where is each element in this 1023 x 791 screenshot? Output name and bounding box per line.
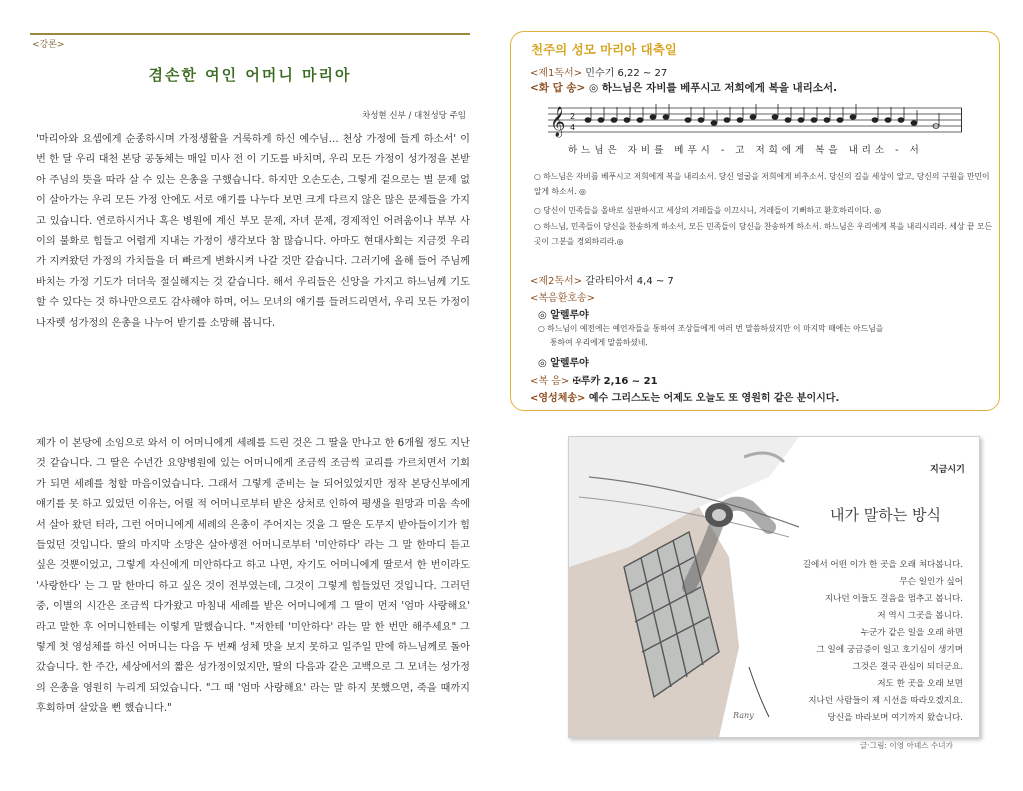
poem-line: 누군가 같은 일을 오래 하면 [860,628,963,638]
psalm-verse-1: ○ 하느님은 자비를 베푸시고 저희에게 복을 내리소서. 당신 얼굴을 저희에게 비추소서. 당신의 길을 세상이 알고, 당신의 구원을 만민이 알게 하소서. ◎ [534,172,990,196]
staff-note [724,118,730,123]
staff-note [772,115,778,120]
poem-line: 저도 한 곳을 오래 보면 [877,679,963,689]
alleluia-1: ◎ 알렐루야 [538,310,589,321]
poem-series: 지금시기 [930,465,965,475]
psalm-verse-3: ○ 하느님, 민족들이 당신을 찬송하게 하소서, 모든 민족들이 당신을 찬송하게 하소서. 하느님은 우리에게 복을 내리시리라. 세상 끝 모든 곳이 그분을 경외하리라.◎ [534,222,993,246]
staff-note [598,118,604,123]
poem-line: 무슨 일인가 싶어 [899,577,963,587]
section-tag: <강론> [32,40,65,50]
gospel-ref: ✠루카 2,16 ~ 21 [572,376,658,387]
gospel-tag: <복 음> [530,376,570,387]
svg-text:4: 4 [570,123,576,132]
staff-note [685,118,691,123]
staff-note [837,118,843,123]
staff-note [911,121,917,126]
poem-line: 저 역시 그곳을 봅니다. [877,611,963,621]
sermon-title: 겸손한 여인 어머니 마리아 [148,66,352,84]
staff-note [637,118,643,123]
staff-note [711,121,717,126]
staff-note [663,115,669,120]
psalm-tag: <화 답 송> [530,82,586,94]
staff-note [750,115,756,120]
staff-note [650,115,656,120]
staff-note [898,118,904,123]
poem-line: 지나던 이들도 걸음을 멈추고 봅니다. [824,594,963,604]
psalm-verse-2: ○ 당신이 민족들을 올바로 심판하시고 세상의 겨레들을 이끄시니, 겨레들이 기뻐하고 환호하리이다. ◎ [534,206,882,215]
communion [530,389,839,404]
psalm-row [530,80,837,95]
poem-title: 내가 말하는 방식 [830,506,941,524]
staff-note [885,118,891,123]
acclamation-verse-2: 통하여 우리에게 말씀하셨네. [550,338,648,347]
staff-note [811,118,817,123]
svg-text:2: 2 [570,112,576,121]
psalm-lyric: 하느님은 자비를 베푸시 - 고 저희에게 복을 내리소 - 서 [568,145,923,156]
artist-signature: Rany [733,711,754,720]
music-staff [548,100,962,138]
staff-note [737,118,743,123]
alleluia-2: ◎ 알렐루야 [538,358,589,369]
header-rule [30,33,470,35]
acclamation-verse-1: ○ 하느님이 예전에는 예언자들을 통하여 조상들에게 여러 번 말씀하셨지만 이 마지막 때에는 아드님을 [538,324,884,333]
acclamation-tag: <복음환호송> [530,293,596,304]
staff-note [824,118,830,123]
staff-note [611,118,617,123]
liturgy-title: 천주의 성모 마리아 대축일 [531,42,677,57]
second-reading-tag: <제2독서> [530,276,583,287]
staff-note [698,118,704,123]
poem-line: 그 일에 궁금증이 일고 호기심이 생기며 [816,645,963,655]
poem-line: 당신을 바라보며 여기까지 왔습니다. [827,713,963,723]
staff-note [872,118,878,123]
svg-text:𝄞: 𝄞 [550,107,566,137]
staff-note [585,118,591,123]
poem-line: 그것은 결국 관심이 되더군요. [852,662,963,672]
window-drawing [569,437,979,737]
sermon-paragraph-2: 제가 이 본당에 소임으로 와서 이 어머니에게 세례를 드린 것은 그 딸을 만나고 한 6개월 정도 지난 것 같습니다. 그 딸은 수년간 요양병원에 있는 어머니에게 조금씩 조금씩 교리를 가르치면서 기회가 되면 세례를 청할 마음이었습니다. 그래서 그렇게 준비는 늘 되어있었지만 정작 본당신부에게 얘기를 못 하고 있었던 이유는, 어릴 적 어머니로부터 받은 상처로 인하여 평생을 원망과 미움 속에서 살아 왔던 터라, 그런 어머니에게 세례의 은총이 주어지는 것을 그 딸은 도무지 받아들이기가 힘들었던 것입니다. 딸의 마지막 소망은 살아생전 어머니로부터 '미안하다' 라는 그 말 한마디 듣고 싶은 것뿐이었고, 그렇게 자신에게 미안하다고 하고 나면, 자기도 어머니에게 딸로서 한 번이라도 '사랑한다' 는 그 말 한마디 하고 싶은 것이 전부였는데, 그것이 그렇게 힘들었던 것입니다. 그러던 중, 이별의 시간은 조금씩 다가왔고 마침내 세례를 받은 어머니에게 그 딸이 먼저 '엄마 사랑해요' 라고 말한 후 어머니한테는 이렇게 말했습니다. "저한테 '미안하다' 라는 말 한 번만 해주세요" 그렇게 첫 영성체를 하신 어머니는 다음 두 번째 성체 맛을 보지 못하고 일주일 만에 하느님께로 돌아갔습니다. 한 주간, 세상에서의 짧은 성가정이었지만, 딸의 다음과 같은 고백으로 그 모녀는 성가정의 은총을 영원히 누리게 되었습니다. "그 때 '엄마 사랑해요' 라는 말 하지 못했으면, 죽을 때까지 후회하며 살았을 뻔 했습니다." [36,438,470,715]
staff-note [624,118,630,123]
gospel [530,372,658,387]
author-line: 차성현 신부 / 대천성당 주임 [362,111,466,121]
staff-note [850,115,856,120]
second-reading-ref: 갈라티아서 4,4 ~ 7 [585,276,674,287]
poem-line: 길에서 어떤 이가 한 곳을 오래 쳐다봅니다. [802,560,963,570]
communion-antiphon: 예수 그리스도는 어제도 오늘도 또 영원히 같은 분이시다. [588,393,840,404]
staff-note [785,118,791,123]
poem-credit: 글·그림: 이영 아녜스 수녀가 [860,741,953,750]
poem-line: 지나던 사람들이 제 시선을 따라오겠지요. [808,696,963,706]
first-reading [530,64,667,79]
poem-illustration [568,436,980,738]
staff-note [798,118,804,123]
second-reading [530,272,674,287]
sermon-paragraph-1: '마리아와 요셉에게 순종하시며 가정생활을 거룩하게 하신 예수님... 천상 가정에 들게 하소서' 이번 한 달 우리 대천 본당 공동체는 매일 미사 전 이 기도를 바치며, 우리 모든 가정이 성가정을 본받아 주님의 뜻을 따라 살 수 있는 은총을 구했습니다. 하지만 오손도손, 그렇게 겉으로는 별 문제 없이 살아가는 우리 모든 가정 안에도 서로 얘기를 나누다 보면 크게 다르지 않은 많은 문제들을 가지고 있습니다. 연로하시거나 혹은 병원에 계신 부모 문제, 자녀 문제, 경제적인 어려움이나 부부 사이의 불화로 힘들고 어렵게 지내는 가정이 생각보다 참 많습니다. 아마도 현대사회는 지금껏 우리가 지켜왔던 가정의 가치들을 더 빠르게 변화시켜 나갈 것만 같습니다. 그러기에 올해 들어 주님께 바치는 가정 기도가 더더욱 절실해지는 것 같습니다. 해서 우리들은 신앙을 가지고 하느님께 기도할 수 있다는 것 하나만으로도 감사해야 하며, 어느 모녀의 얘기를 들려드리면서, 우리 모든 가정이 나자렛 성가정의 은총을 나누어 받기를 소망해 봅니다. [36,134,470,329]
communion-tag: <영성체송> [530,393,586,404]
first-reading-ref: 민수기 6,22 ~ 27 [585,68,668,79]
first-reading-tag: <제1독서> [530,68,583,79]
psalm-response: ◎ 하느님은 자비를 베푸시고 저희에게 복을 내리소서. [589,82,838,94]
